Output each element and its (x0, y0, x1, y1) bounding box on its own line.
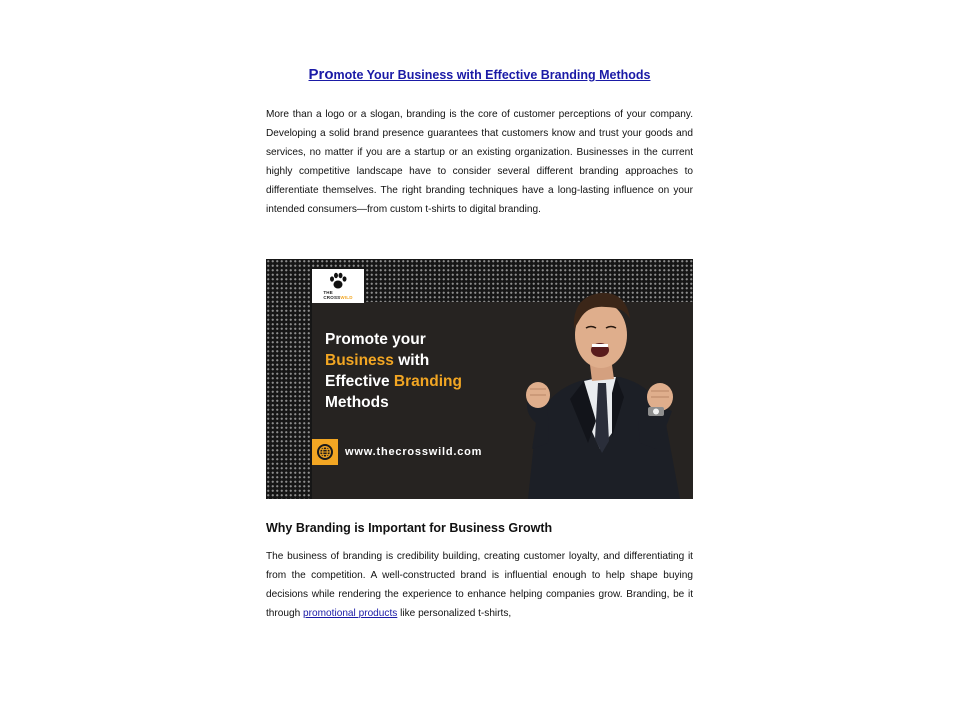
section-text-after: like personalized t-shirts, (397, 608, 512, 619)
promo-banner-image (266, 259, 693, 499)
section-text-before: The business of branding is credibility building, creating customer loyalty, and differentiating it from the competition. A well-constructed brand is influential enough to help shape buying decisions while rendering the experience to enhance helping companies grow. Branding, be it through (266, 551, 693, 619)
title-prefix: Pro (308, 66, 334, 83)
crosswild-logo (312, 269, 364, 303)
logo-text: THE CROSSWILD (323, 290, 353, 300)
banner-headline: Promote your Business with Effective Branding Methods (325, 331, 462, 411)
section-heading: Why Branding is Important for Business Growth (266, 521, 553, 535)
paw-icon (327, 272, 349, 290)
promotional-products-link[interactable]: promotional products (303, 608, 398, 619)
article-title-link[interactable] (266, 66, 693, 83)
section-paragraph (266, 547, 693, 623)
globe-icon (312, 439, 338, 465)
title-rest: mote Your Business with Effective Branding Methods (333, 68, 651, 82)
intro-paragraph: More than a logo or a slogan, branding is the core of customer perceptions of your company. Developing a solid brand presence guarantees that customers know and trust your goods and services, no matter if you are a startup or an existing organization. Businesses in the current highly competitive landscape have to consider several different branding approaches to differentiate themselves. The right branding techniques have a long-lasting influence on your intended consumers—from custom t-shirts to digital branding. (266, 109, 693, 215)
banner-url: www.thecrosswild.com (345, 446, 483, 458)
excited-businessman-photo (488, 273, 688, 499)
